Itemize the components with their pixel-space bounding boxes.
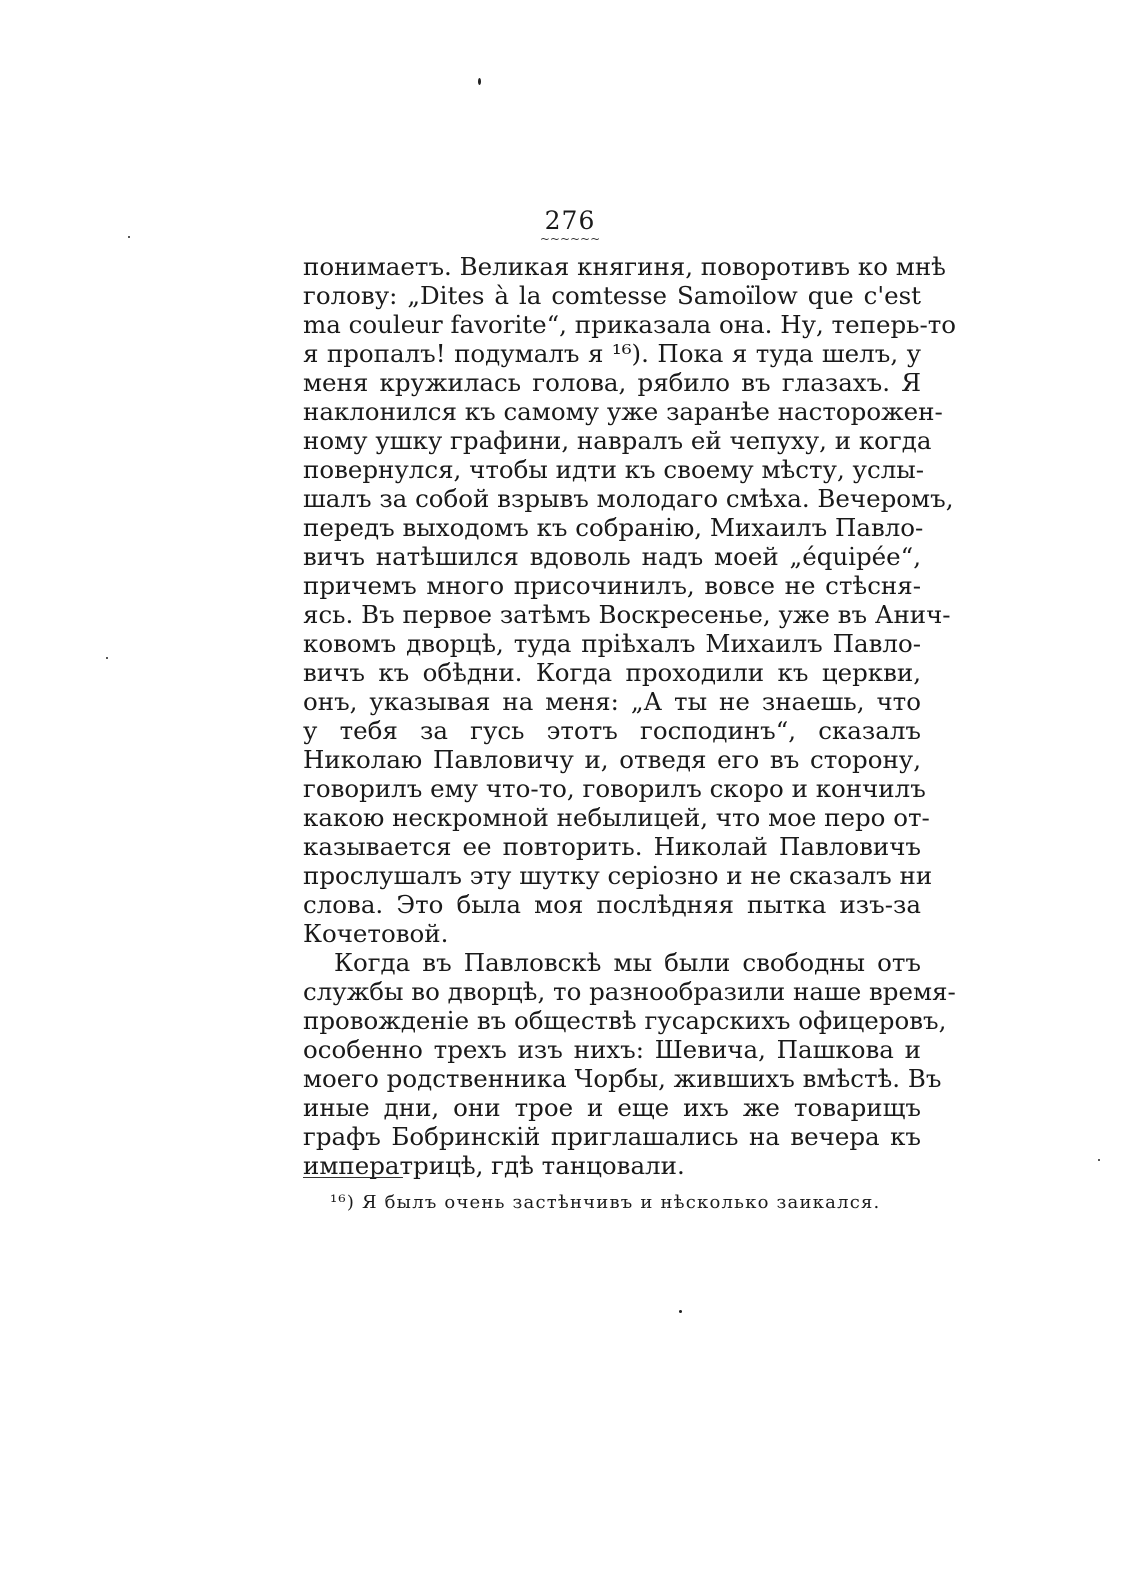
body-text <box>303 252 957 1180</box>
text-line: ma couleur favorite“, приказала она. Ну, теперь-то <box>303 310 957 339</box>
text-line: службы во дворцѣ, то разнообразили наше время- <box>303 977 956 1006</box>
text-line: Когда въ Павловскѣ мы были свободны отъ <box>334 948 921 977</box>
ink-speck <box>679 1310 682 1313</box>
text-line: особенно трехъ изъ нихъ: Шевича, Пашкова и <box>303 1035 921 1064</box>
text-line: причемъ много присочинилъ, вовсе не стѣсня- <box>303 571 921 600</box>
text-line: передъ выходомъ къ собранію, Михаилъ Павло- <box>303 513 924 542</box>
text-line: голову: „Dites à la comtesse Samoïlow que c'est <box>303 281 921 310</box>
text-line: императрицѣ, гдѣ танцовали. <box>303 1151 685 1180</box>
ink-speck <box>1098 1159 1100 1161</box>
paragraph <box>303 252 957 948</box>
text-line: меня кружилась голова, рябило въ глазахъ. Я <box>303 368 921 397</box>
text-line: прослушалъ эту шутку серіозно и не сказалъ ни <box>303 861 933 890</box>
paragraphs <box>303 252 957 1180</box>
text-line: моего родственника Чорбы, жившихъ вмѣстѣ. Въ <box>303 1064 942 1093</box>
text-line: наклонился къ самому уже заранѣе насторожен- <box>303 397 943 426</box>
text-line: графъ Бобринскій приглашались на вечера къ <box>303 1122 921 1151</box>
text-line: какою нескромной небылицей, что мое перо от- <box>303 803 930 832</box>
text-line: онъ, указывая на меня: „А ты не знаешь, что <box>303 687 921 716</box>
paragraph <box>303 948 956 1180</box>
text-line: слова. Это была моя послѣдняя пытка изъ-за <box>303 890 921 919</box>
text-line: я пропалъ! подумалъ я ¹⁶). Пока я туда шелъ, у <box>303 339 921 368</box>
text-line: провожденіе въ обществѣ гусарскихъ офицеровъ, <box>303 1006 947 1035</box>
text-line: понимаетъ. Великая княгиня, поворотивъ ко мнѣ <box>303 252 946 281</box>
text-line: говорилъ ему что-то, говорилъ скоро и кончилъ <box>303 774 926 803</box>
text-line: повернулся, чтобы идти къ своему мѣсту, услы- <box>303 455 925 484</box>
ink-speck <box>478 78 481 85</box>
page-number: 276 <box>544 206 596 235</box>
text-line: вичъ къ обѣдни. Когда проходили къ церкви, <box>303 658 921 687</box>
text-line: шалъ за собой взрывъ молодаго смѣха. Вечеромъ, <box>303 484 954 513</box>
text-line: ясь. Въ первое затѣмъ Воскресенье, уже въ Анич- <box>303 600 951 629</box>
text-line: у тебя за гусь этотъ господинъ“, сказалъ <box>303 716 921 745</box>
text-line: вичъ натѣшился вдоволь надъ моей „équipée“, <box>303 542 921 571</box>
footnote-rule <box>303 1177 403 1178</box>
text-line: Кочетовой. <box>303 919 449 948</box>
text-line: казывается ее повторить. Николай Павловичъ <box>303 832 921 861</box>
ink-speck <box>106 657 108 659</box>
footnote: ¹⁶) Я былъ очень застѣнчивъ и нѣсколько заикался. <box>330 1192 881 1213</box>
text-line: ному ушку графини, навралъ ей чепуху, и когда <box>303 426 932 455</box>
text-line: Николаю Павловичу и, отведя его въ сторону, <box>303 745 921 774</box>
text-line: ковомъ дворцѣ, туда пріѣхалъ Михаилъ Павло- <box>303 629 921 658</box>
text-line: иные дни, они трое и еще ихъ же товарищъ <box>303 1093 921 1122</box>
page-number-ornament: ~~~~~~ <box>539 232 601 246</box>
